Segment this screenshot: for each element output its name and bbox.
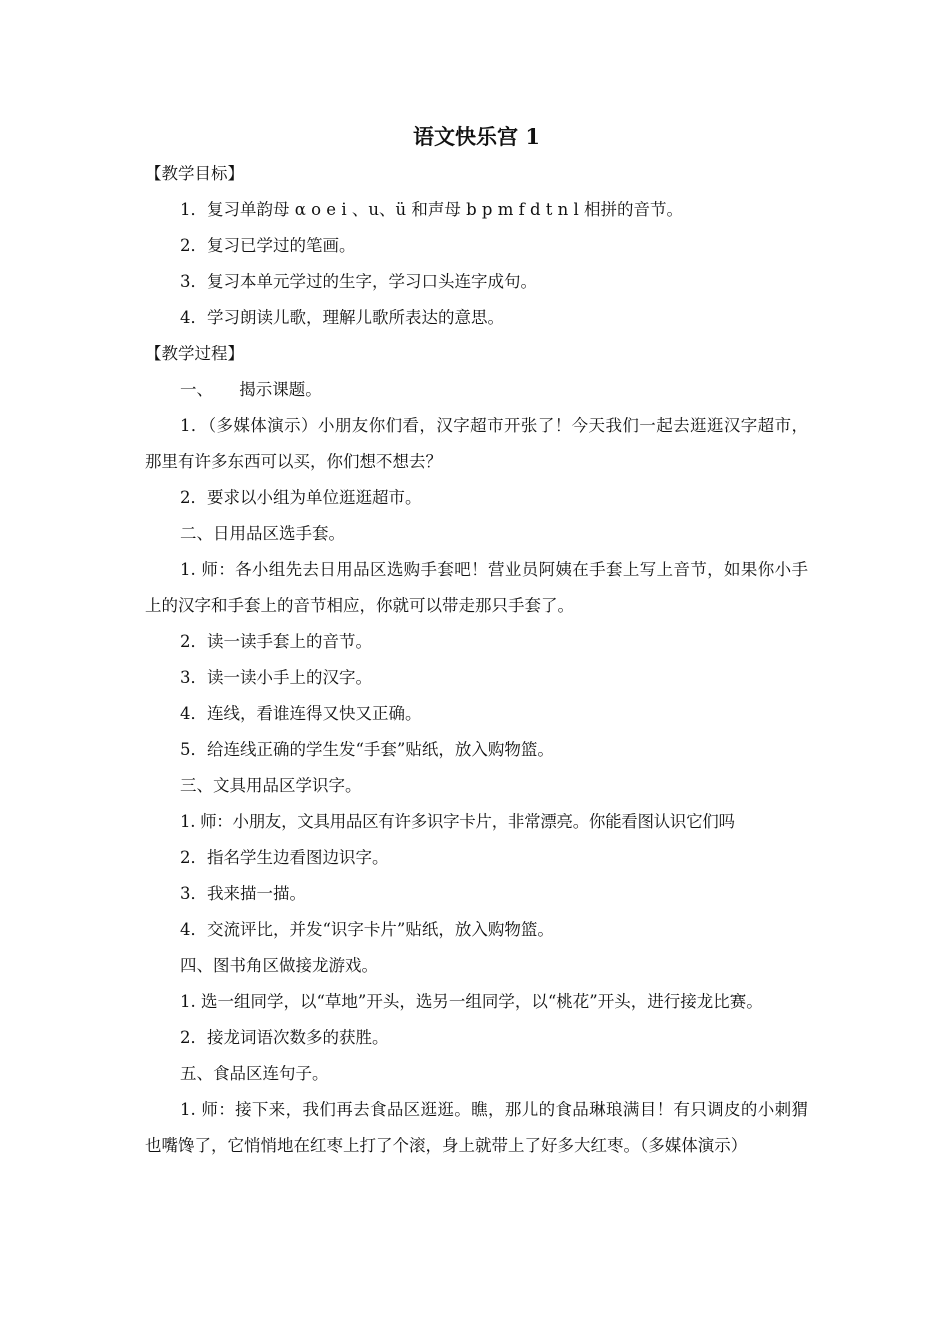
process-paragraph: 1．（多媒体演示）小朋友你们看，汉字超市开张了！今天我们一起去逛逛汉字超市，那里有许多东西可以买，你们想不想去？ — [145, 416, 808, 471]
goal-item: 3．复习本单元学过的生字，学习口头连字成句。 — [180, 272, 537, 291]
process-paragraph: 3．我来描一描。 — [180, 884, 306, 903]
section-heading: 五、食品区连句子。 — [180, 1064, 329, 1083]
section-heading: 一、 揭示课题。 — [180, 380, 322, 399]
section-heading: 二、日用品区选手套。 — [180, 524, 345, 543]
process-paragraph: 3．读一读小手上的汉字。 — [180, 668, 372, 687]
goal-item: 4．学习朗读儿歌，理解儿歌所表达的意思。 — [180, 308, 504, 327]
process-paragraph: 5．给连线正确的学生发“手套”贴纸，放入购物篮。 — [180, 740, 554, 759]
goal-item: 2．复习已学过的笔画。 — [180, 236, 356, 255]
document-title: 语文快乐宫 1 — [413, 124, 540, 149]
process-paragraph: 2．接龙词语次数多的获胜。 — [180, 1028, 389, 1047]
process-paragraph: 2．指名学生边看图边识字。 — [180, 848, 389, 867]
process-paragraph: 1. 选一组同学，以“草地”开头，选另一组同学，以“桃花”开头，进行接龙比赛。 — [180, 992, 763, 1011]
section-heading: 三、文具用品区学识字。 — [180, 776, 362, 795]
goal-item: 1．复习单韵母 α o e i 、u、ü 和声母 b p m f d t n l 相拼的音节。 — [180, 200, 684, 219]
process-paragraph: 1. 师：各小组先去日用品区选购手套吧！营业员阿姨在手套上写上音节，如果你小手上的汉字和手套上的音节相应，你就可以带走那只手套了。 — [145, 560, 808, 615]
process-paragraph: 1. 师：接下来，我们再去食品区逛逛。瞧，那儿的食品琳琅满目！有只调皮的小刺猬也嘴馋了，它悄悄地在红枣上打了个滚，身上就带上了好多大红枣。（多媒体演示） — [145, 1100, 808, 1155]
process-paragraph: 4．连线，看谁连得又快又正确。 — [180, 704, 422, 723]
process-paragraph: 2．要求以小组为单位逛逛超市。 — [180, 488, 422, 507]
goals-heading: 【教学目标】 — [145, 164, 244, 183]
process-paragraph: 4．交流评比，并发“识字卡片”贴纸，放入购物篮。 — [180, 920, 554, 939]
process-paragraph: 1. 师：小朋友，文具用品区有许多识字卡片，非常漂亮。你能看图认识它们吗 — [180, 812, 735, 831]
process-paragraph: 2．读一读手套上的音节。 — [180, 632, 372, 651]
section-heading: 四、图书角区做接龙游戏。 — [180, 956, 378, 975]
process-heading: 【教学过程】 — [145, 344, 244, 363]
